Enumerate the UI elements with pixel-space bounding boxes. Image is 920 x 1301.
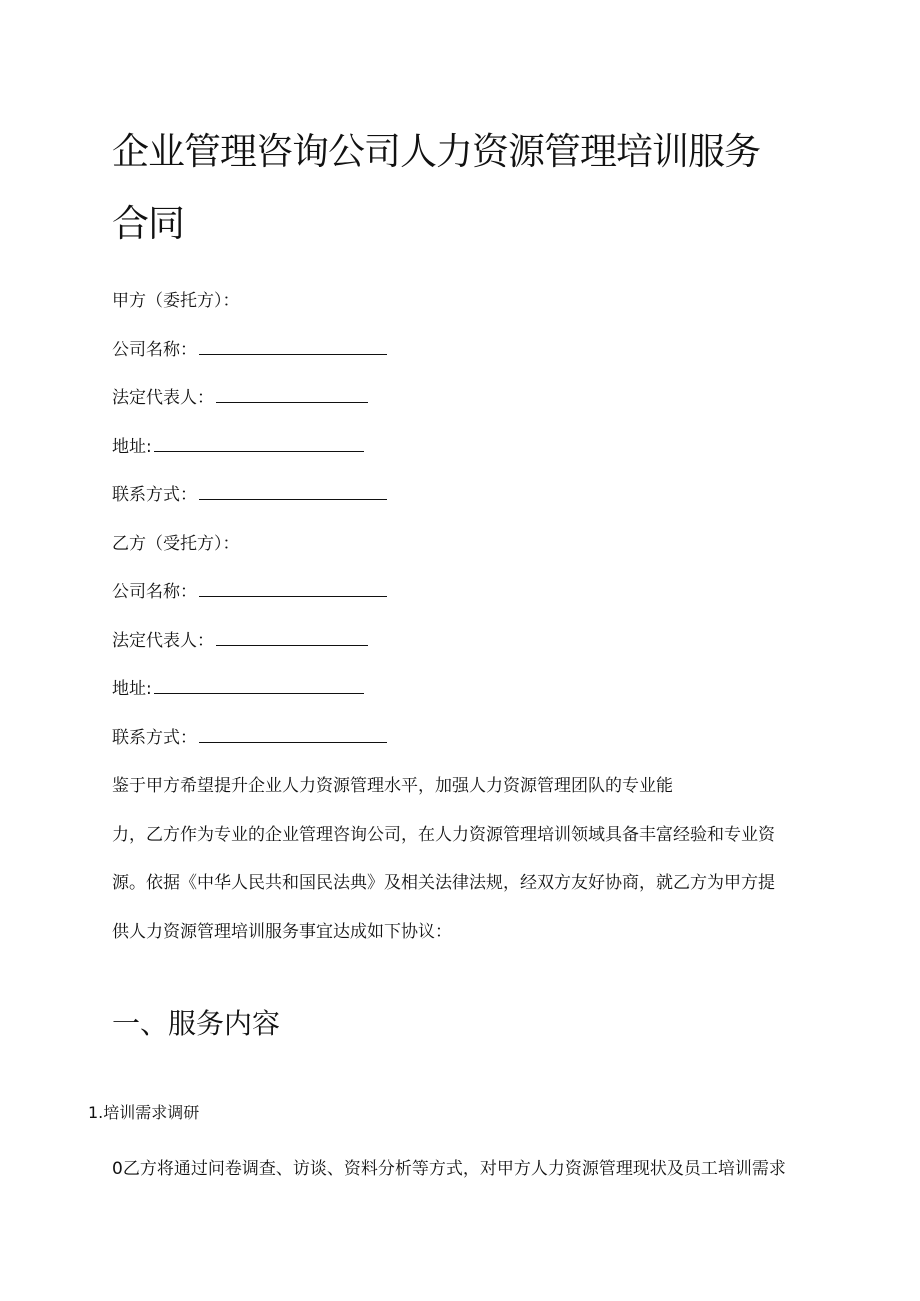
party-b-company-blank[interactable]: [199, 581, 387, 597]
party-a-rep-blank[interactable]: [216, 387, 368, 403]
party-a-address-row: [112, 436, 364, 458]
party-b-address-label: 地址:: [112, 679, 152, 699]
party-a-company-label: 公司名称：: [112, 340, 197, 360]
preamble-line-1: 鉴于甲方希望提升企业人力资源管理水平，加强人力资源管理团队的专业能: [112, 776, 673, 796]
party-a-contact-blank[interactable]: [199, 484, 387, 500]
party-a-rep-row: [112, 387, 368, 409]
party-a-address-blank[interactable]: [154, 436, 364, 452]
party-b-rep-label: 法定代表人：: [112, 631, 214, 651]
item-1-heading: 1.培训需求调研: [88, 1103, 200, 1122]
party-b-rep-blank[interactable]: [216, 630, 368, 646]
party-a-company-blank[interactable]: [199, 339, 387, 355]
section-1-heading: 一、服务内容: [112, 1007, 281, 1040]
contract-title-line-2: 合同: [112, 202, 184, 245]
party-b-contact-row: [112, 727, 387, 749]
party-b-address-row: [112, 678, 364, 700]
party-b-contact-blank[interactable]: [199, 727, 387, 743]
party-b-company-row: [112, 581, 387, 603]
party-b-company-label: 公司名称：: [112, 582, 197, 602]
party-a-rep-label: 法定代表人：: [112, 388, 214, 408]
party-a-address-label: 地址:: [112, 437, 152, 457]
party-a-contact-label: 联系方式：: [112, 485, 197, 505]
party-b-heading: 乙方（受托方）：: [112, 534, 240, 554]
party-a-company-row: [112, 339, 387, 361]
preamble-line-4: 供人力资源管理培训服务事宜达成如下协议：: [112, 922, 452, 942]
contract-title-line-1: 企业管理咨询公司人力资源管理培训服务: [112, 130, 760, 173]
preamble-line-2: 力，乙方作为专业的企业管理咨询公司，在人力资源管理培训领域具备丰富经验和专业资: [112, 825, 775, 845]
party-b-contact-label: 联系方式：: [112, 728, 197, 748]
item-1-text: 0乙方将通过问卷调查、访谈、资料分析等方式，对甲方人力资源管理现状及员工培训需求: [112, 1159, 786, 1179]
party-a-contact-row: [112, 484, 387, 506]
party-a-heading: 甲方（委托方）：: [112, 291, 240, 311]
preamble-line-3: 源。依据《中华人民共和国民法典》及相关法律法规，经双方友好协商，就乙方为甲方提: [112, 873, 775, 893]
party-b-address-blank[interactable]: [154, 678, 364, 694]
party-b-rep-row: [112, 630, 368, 652]
